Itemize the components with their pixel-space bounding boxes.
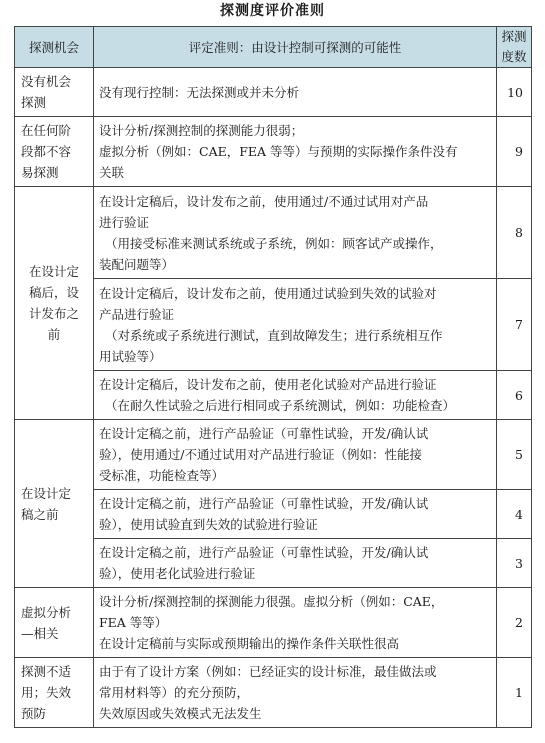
category-line: 前 [47,327,61,342]
criteria-line: 虚拟分析（例如：CAE，FEA 等等）与预期的实际操作条件没有 [99,144,458,159]
category-cell [15,658,94,728]
criteria-cell [94,539,497,588]
criteria-line: 用试验等） [99,348,162,364]
criteria-line: （用接受标准来测试系统或子系统，例如：顾客试产或操作， [105,235,443,251]
category-cell [15,117,94,187]
criteria-cell [94,490,497,539]
table-row [15,658,532,728]
category-line: 探测不适 [21,664,72,679]
rank-cell: 7 [497,279,532,371]
criteria-line: 关联 [99,165,125,180]
header-row [15,27,532,68]
table-row [15,588,532,658]
criteria-line: 在设计定稿之前，进行产品验证（可靠性试验，开发/确认试 [99,496,429,511]
detection-criteria-table [14,26,532,728]
criteria-cell [94,658,497,728]
rank-cell: 5 [497,420,532,490]
table-row [15,420,532,490]
table-row [15,187,532,279]
criteria-line: （在耐久性试验之后进行相同或子系统测试，例如：功能检查） [105,398,456,413]
criteria-line: （对系统或子系统进行测试，直到故障发生；进行系统相互作 [105,327,443,343]
criteria-line: 装配问题等） [99,256,175,272]
table-title: 探测度评价准则 [220,3,325,19]
criteria-line: 受标准，功能检查等） [99,468,225,483]
criteria-line: 在设计定稿后，设计发布之前，使用通过试验到失效的试验对 [99,285,437,301]
criteria-line: 在设计定稿前与实际或预期输出的操作条件关联性很高 [99,636,400,651]
header-rank-line: 度数 [501,49,527,64]
criteria-line: 设计分析/探测控制的探测能力很强。虚拟分析（例如：CAE， [99,594,444,609]
criteria-line: 在设计定稿之前，进行产品验证（可靠性试验，开发/确认试 [99,426,429,441]
criteria-line: 验），使用老化试验进行验证 [99,566,256,581]
criteria-cell [94,187,497,279]
category-line: 用；失效 [21,685,72,700]
category-cell [15,68,94,117]
table-row [15,117,532,187]
criteria-line: 产品进行验证 [99,306,175,322]
header-criteria: 评定准则：由设计控制可探测的可能性 [94,27,497,68]
criteria-cell [94,371,497,420]
criteria-line: 失效原因或失效模式无法发生 [99,706,262,721]
category-cell [15,588,94,658]
category-cell [15,187,94,420]
criteria-line: 验），使用试验直到失效的试验进行验证 [99,517,318,532]
header-rank [497,27,532,68]
criteria-line: 没有现行控制：无法探测或并未分析 [99,84,300,100]
criteria-cell [94,420,497,490]
category-line: 预防 [21,706,47,721]
criteria-line: 进行验证 [99,214,150,230]
criteria-line: 在设计定稿后，设计发布之前，使用通过/不通过试用对产品 [99,193,429,209]
rank-cell: 3 [497,539,532,588]
category-line: 段都不容 [21,144,72,159]
rank-cell: 4 [497,490,532,539]
rank-cell: 6 [497,371,532,420]
criteria-line: 由于有了设计方案（例如：已经证实的设计标准，最佳做法或 [99,664,437,679]
criteria-cell [94,117,497,187]
criteria-line: 在设计定稿后，设计发布之前，使用老化试验对产品进行验证 [99,377,437,392]
category-line: 没有机会 [21,74,72,89]
rank-cell: 1 [497,658,532,728]
criteria-cell [94,68,497,117]
criteria-line: FEA 等等） [99,615,168,630]
criteria-line: 设计分析/探测控制的探测能力很弱； [99,123,304,138]
rank-cell: 2 [497,588,532,658]
criteria-cell [94,588,497,658]
table-row [15,68,532,117]
category-line: 计发布之 [28,306,79,321]
category-line: —相关 [21,625,59,641]
category-line: 在设计定 [28,264,79,279]
category-line: 虚拟分析 [21,604,72,620]
header-opportunity: 探测机会 [15,27,94,68]
rank-cell: 9 [497,117,532,187]
category-line: 在任何阶 [21,123,72,138]
category-cell [15,420,94,588]
criteria-line: 在设计定稿之前，进行产品验证（可靠性试验，开发/确认试 [99,545,429,560]
criteria-line: 常用材料等）的充分预防， [99,685,250,700]
category-line: 稿之前 [21,506,59,522]
category-line: 易探测 [21,165,59,180]
category-line: 稿后，设 [28,285,79,300]
criteria-cell [94,279,497,371]
category-line: 探测 [21,95,47,110]
criteria-line: 验），使用通过/不通过试用对产品进行验证（例如：性能接 [99,447,422,462]
header-rank-line: 探测 [501,29,527,44]
rank-cell: 10 [497,68,532,117]
category-line: 在设计定 [21,485,72,501]
rank-cell: 8 [497,187,532,279]
